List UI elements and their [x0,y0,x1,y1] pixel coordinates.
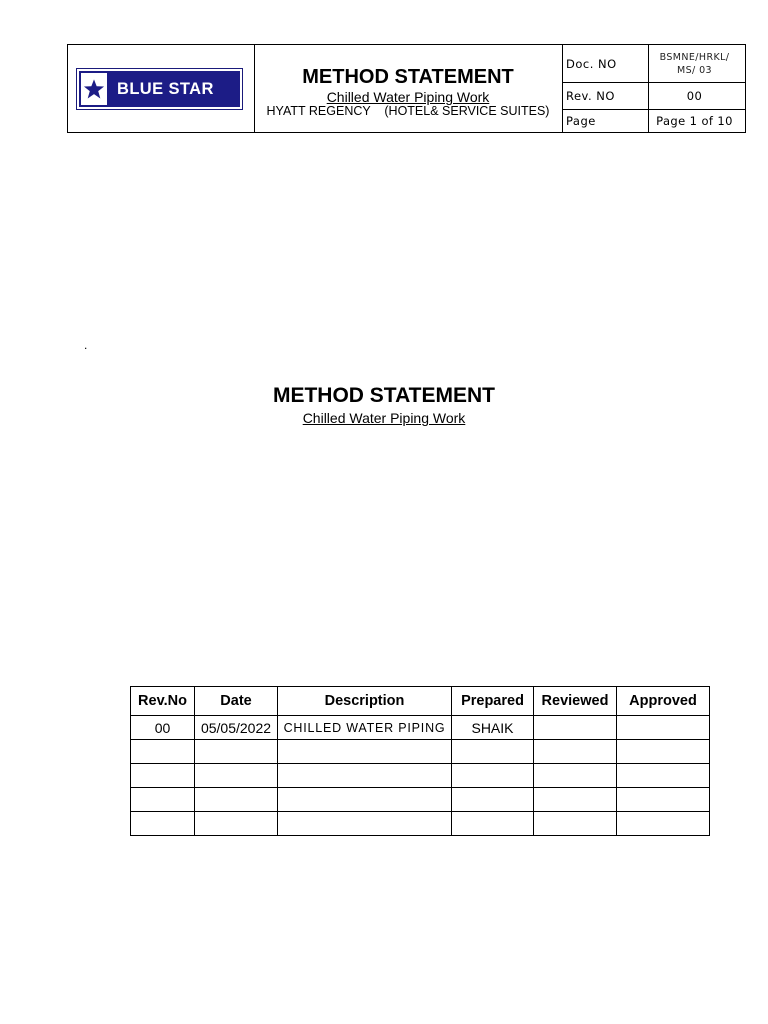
table-header-row [131,687,710,716]
document-meta [562,45,745,132]
logo-cell [68,45,255,132]
table-row [131,716,710,740]
cell-reviewed [534,812,617,836]
cell-prepared [452,812,534,836]
cell-date [195,812,278,836]
project-name: HYATT REGENCY (HOTEL& SERVICE SUITES) [266,104,550,118]
cell-reviewed [534,764,617,788]
cell-date [195,764,278,788]
cell-reviewed [534,740,617,764]
logo-text: BLUE STAR [117,79,214,98]
column-header-rev-no: Rev.No [131,687,195,716]
column-header-reviewed: Reviewed [534,687,617,716]
cell-rev-no [131,740,195,764]
page-row [562,110,745,132]
doc-no-label: Doc. NO [562,45,649,82]
cell-approved [617,716,710,740]
header-title: METHOD STATEMENT [302,66,514,88]
cell-description [278,788,452,812]
blue-star-logo [76,68,243,110]
cell-approved [617,764,710,788]
column-header-description: Description [278,687,452,716]
column-header-prepared: Prepared [452,687,534,716]
column-header-approved: Approved [617,687,710,716]
rev-no-label: Rev. NO [562,83,649,109]
cell-description: CHILLED WATER PIPING [278,716,452,740]
cell-description [278,764,452,788]
cell-approved [617,812,710,836]
header-title-cell [254,45,563,132]
cell-rev-no [131,788,195,812]
cell-date [195,788,278,812]
cell-prepared [452,764,534,788]
cell-date [195,740,278,764]
table-row [131,812,710,836]
table-row [131,740,710,764]
cell-rev-no [131,812,195,836]
cell-prepared: SHAIK [452,716,534,740]
cell-approved [617,740,710,764]
page-label: Page [562,110,649,132]
cell-rev-no [131,764,195,788]
cell-description [278,812,452,836]
rev-no-value: 00 [686,89,703,103]
cell-reviewed [534,716,617,740]
cell-date: 05/05/2022 [195,716,278,740]
header-subtitle: Chilled Water Piping Work [326,89,490,105]
stray-dot: . [84,338,88,352]
cell-approved [617,788,710,812]
revision-table [130,686,710,836]
cell-prepared [452,740,534,764]
table-row [131,764,710,788]
table-row [131,788,710,812]
cell-description [278,740,452,764]
page-value: Page 1 of 10 [656,114,733,128]
doc-no-row [562,45,745,83]
page-title: METHOD STATEMENT [272,384,496,407]
document-header [67,44,746,133]
cell-rev-no: 00 [131,716,195,740]
page-subtitle: Chilled Water Piping Work [302,410,466,426]
cell-reviewed [534,788,617,812]
cell-prepared [452,788,534,812]
doc-no-value: BSMNE/HRKL/ MS/ 03 [659,51,730,76]
star-icon [81,73,107,105]
column-header-date: Date [195,687,278,716]
rev-no-row [562,83,745,110]
